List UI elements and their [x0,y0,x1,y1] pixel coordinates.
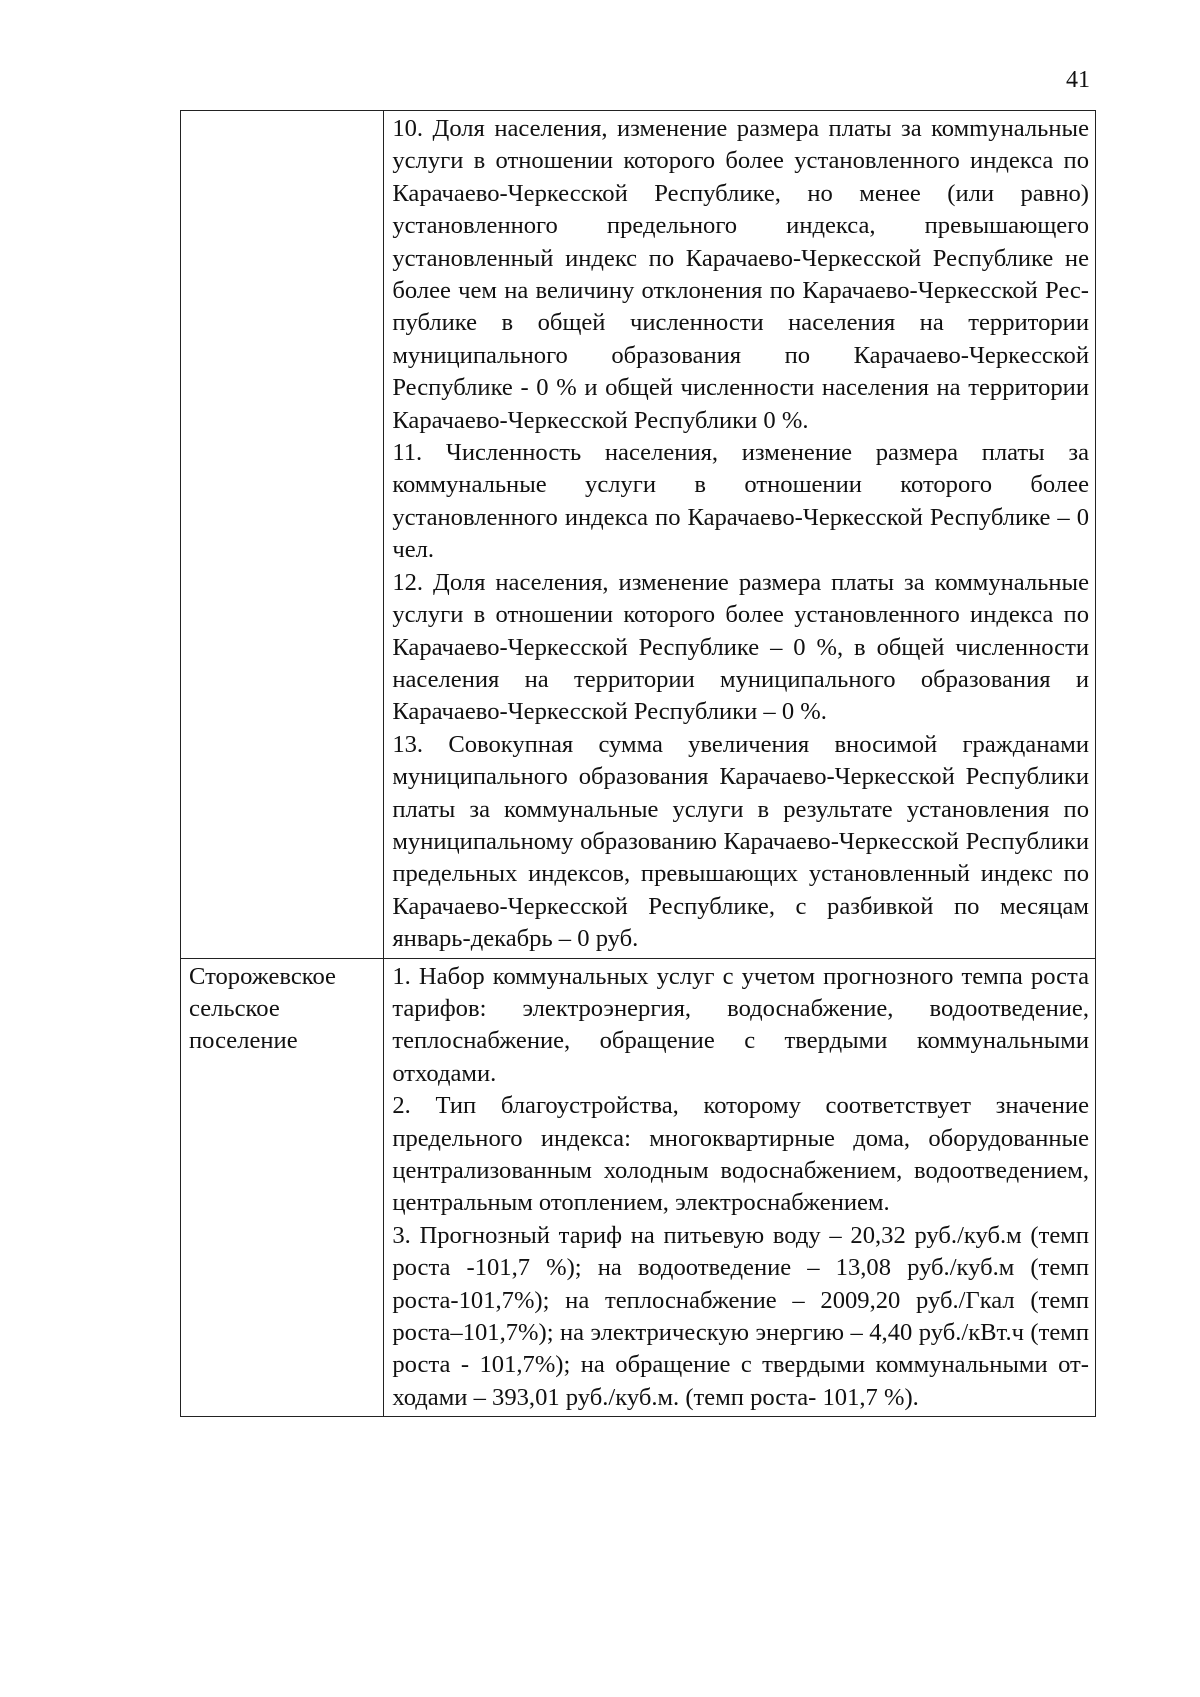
indices-table [180,110,1096,1417]
indicators-cell [384,958,1096,1417]
municipality-cell [181,111,384,959]
indicator-item-13: 13. Совокупная сумма увеличения вносимой гражданами муниципального образования Карачаево-Черкесской Республики платы за коммунальные услуги в результате установления по муниципальному образованию Карачаево-Черкесской Республики предельных индексов, превышающих установленный индекс по Карачаево-Черкесской Республике, с разбивкой по месяцам январь-декабрь – 0 руб. [392,730,1089,953]
municipality-cell [181,958,384,1417]
indicator-item-12: 12. Доля населения, изменение размера платы за коммунальные услуги в отношении которого более установленного индекса по Карачаево-Черкесской Республике – 0 %, в общей численности населения на территории муниципального образования и Карачаево-Черкесской Республики – 0 %. [392,568,1089,726]
municipality-name [189,961,377,1058]
indicator-item-3: 3. Прогнозный тариф на питьевую воду – 20,32 руб./куб.м (темп роста -101,7 %); на водоотведение – 13,08 руб./куб.м (темп роста-101,7%); на теплоснабжение – 2009,20 руб./Гкал (темп роста–101,7%); на электрическую энергию – 4,40 руб./кВт.ч (темп роста - 101,7%); на обращение с твердыми коммунальными отходами – 393,01 руб./куб.м. (темп роста- 101,7 %). [392,1221,1089,1411]
indicator-item-2: 2. Тип благоустройства, которому соответствует значение предельного индекса: многоквартирные дома, оборудованные централизованным холодным водоснабжением, водоотведением, центральным отоплением, электроснабжением. [392,1092,1089,1217]
table-row [181,958,1096,1417]
page-number: 41 [1066,67,1090,93]
table-row [181,111,1096,959]
indicators-cell [384,111,1096,959]
indicator-item-11: 11. Численность населения, изменение размера платы за коммунальные услуги в отношении которого более установленного индекса по Карачаево-Черкесской Республике – 0 чел. [392,439,1089,564]
municipality-name-line: Сторожевское [189,962,336,990]
indicator-item-10: 10. Доля населения, изменение размера платы за комmунальные услуги в отношении которого более установленного индекса по Карачаево-Черкесской Республике, но менее (или равно) установленного предельного индекса, превышающего установленный индекс по Карачаево-Черкесской Республике не более чем на величину отклонения по Карачаево-Черкесской Республике в общей численности населения на территории муниципального образования по Карачаево-Черкесской Республике - 0 % и общей численности населения на территории Карачаево-Черкесской Республики 0 %. [392,115,1089,434]
municipality-name-line: поселение [189,1027,298,1055]
indicator-item-1: 1. Набор коммунальных услуг с учетом прогнозного темпа роста тарифов: электроэнергия, водоснабжение, водоотведение, теплоснабжение, обращение с твердыми коммунальными отходами. [392,962,1089,1087]
municipality-name-line: сельское [189,994,280,1022]
